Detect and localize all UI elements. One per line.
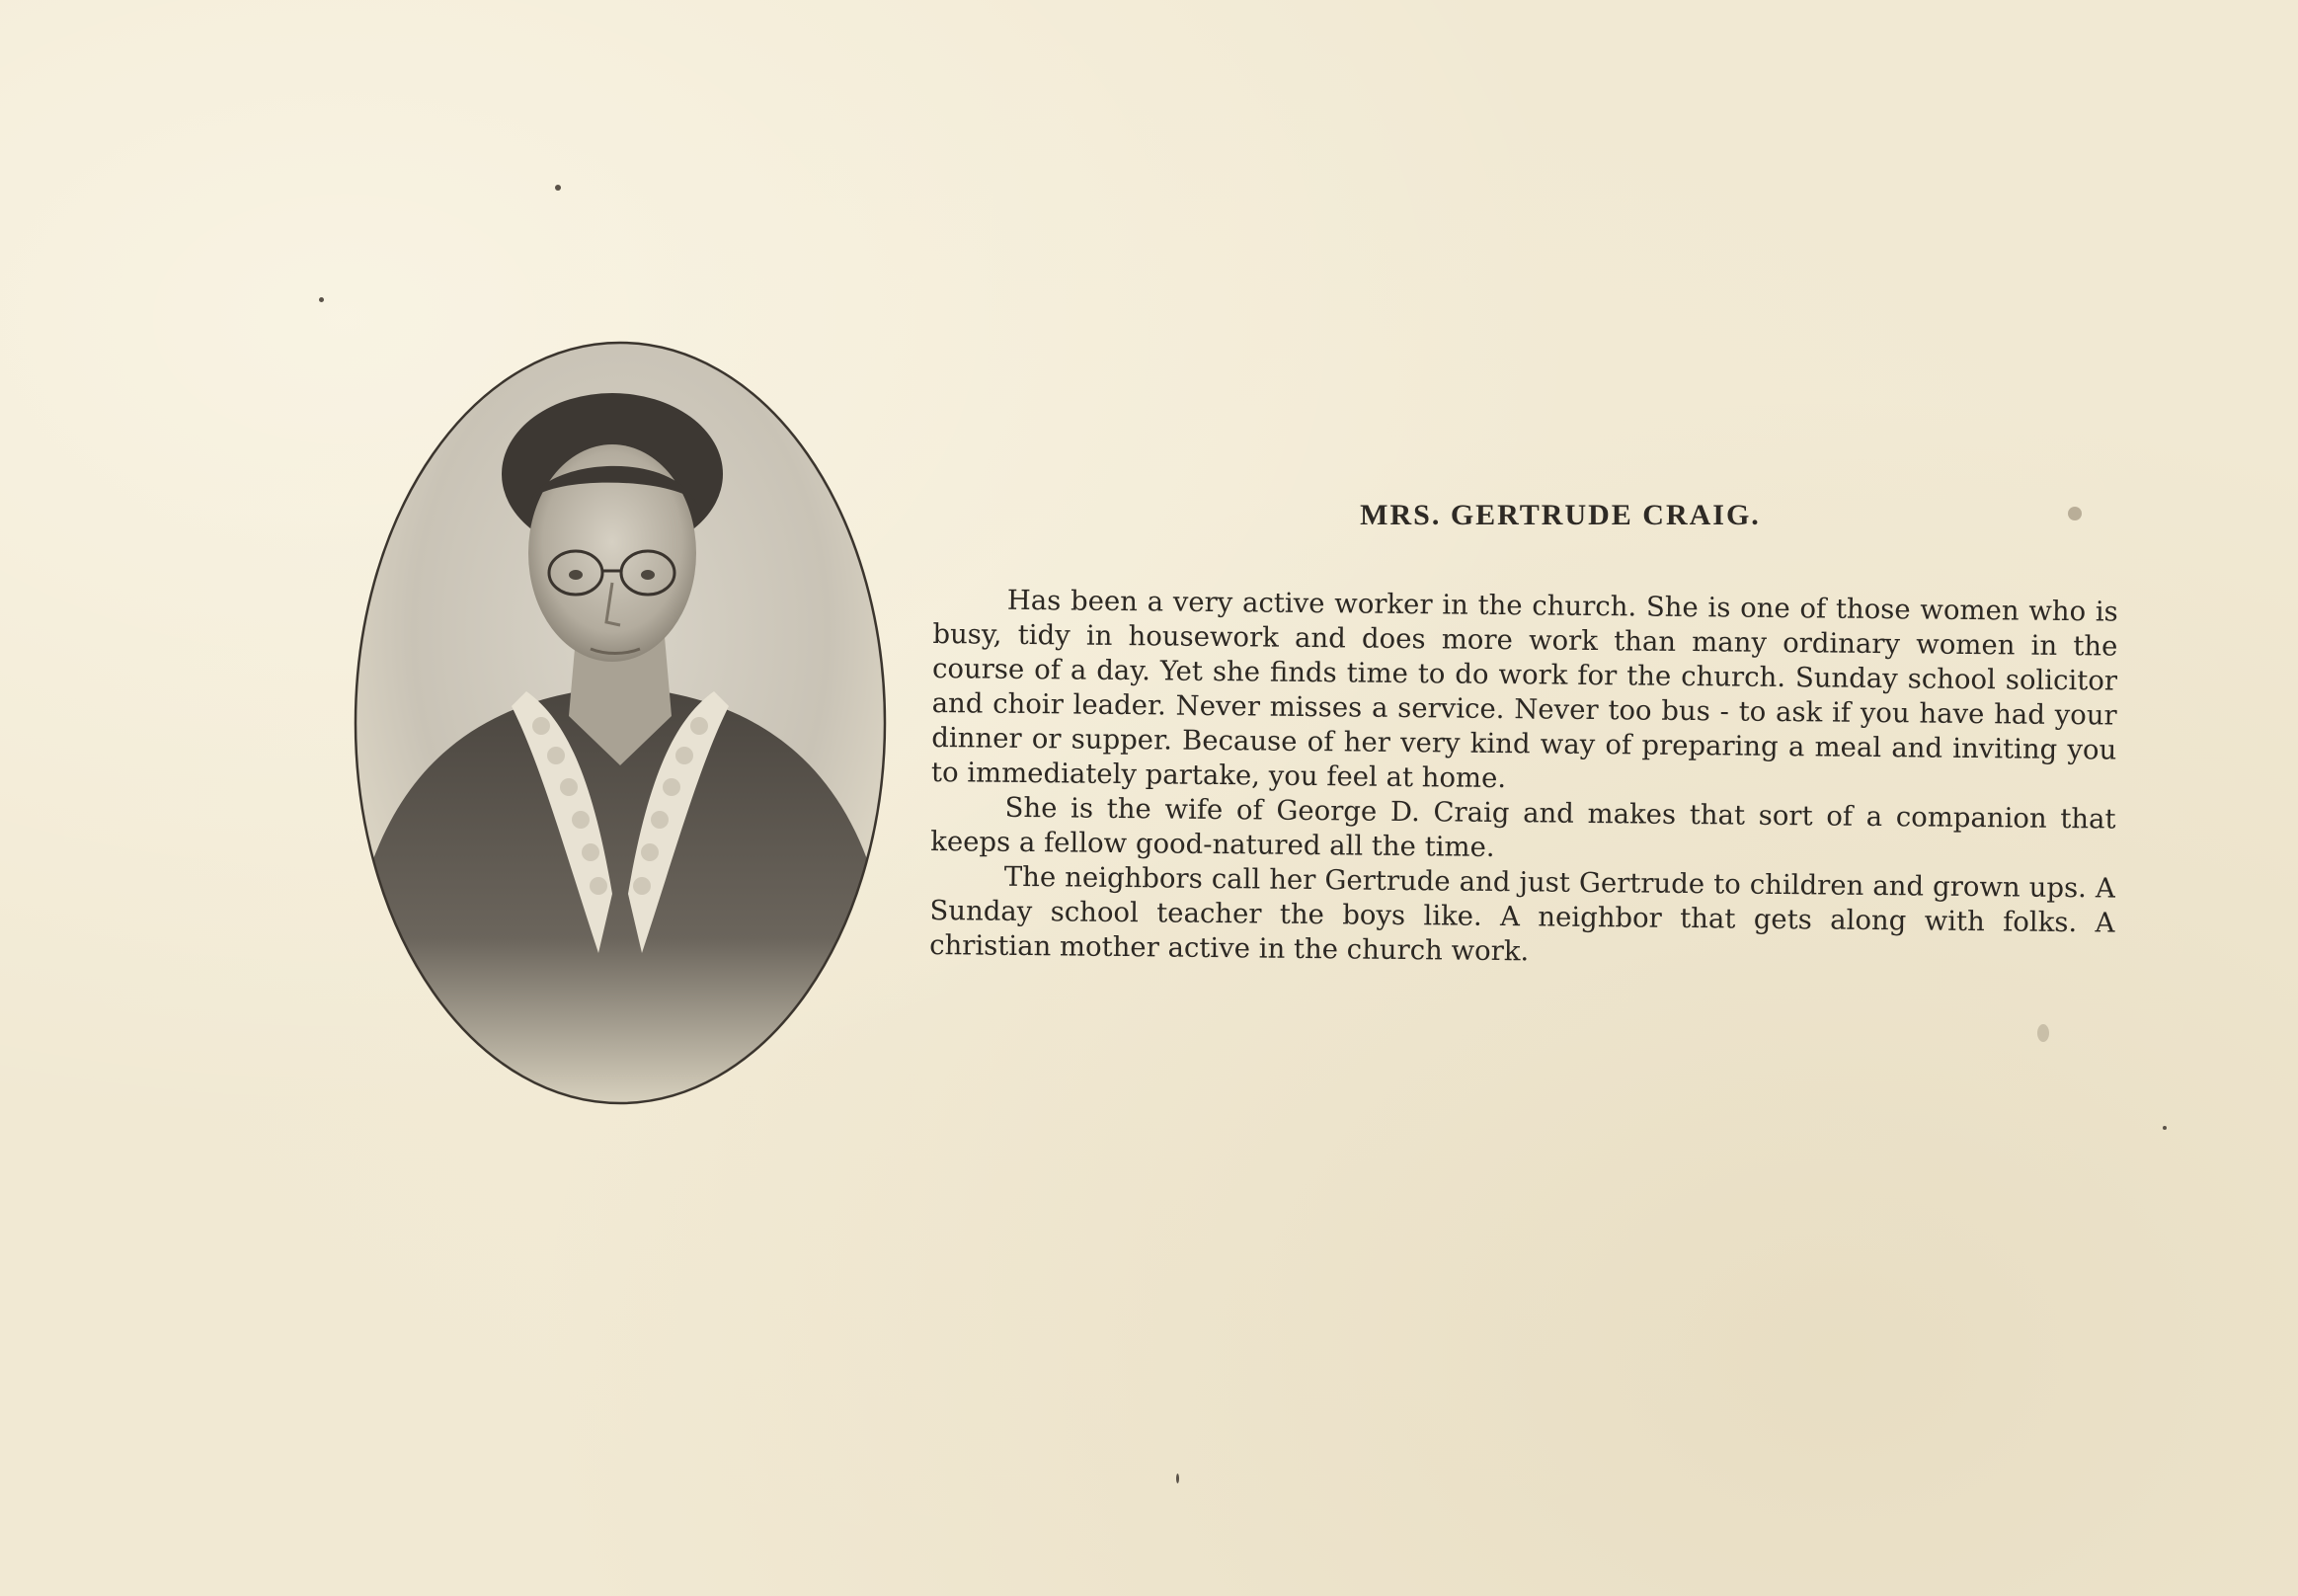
paper-speck [2163,1126,2167,1130]
biography-paragraph: She is the wife of George D. Craig and makes that sort of a companion that keeps a fellow good-natured all the time. [930,791,2116,863]
oval-portrait-photo [354,341,887,1106]
profile-title: MRS. GERTRUDE CRAIG. [1360,499,1761,531]
paper-speck [319,297,324,302]
paper-speck [1176,1474,1179,1483]
paper-speck [2068,507,2082,520]
paper-speck [2037,1024,2049,1042]
biography-paragraph: The neighbors call her Gertrude and just Gertrude to children and grown ups. A Sunday school teacher the boys like. A neighbor that gets along with folks. A christian mother active in the church work. [928,860,2115,968]
profile-biography [929,583,2118,976]
paper-speck [555,185,561,191]
biography-paragraph: Has been a very active worker in the church. She is one of those women who is busy, tidy in housework and does more work than many ordinary women in the course of a day. Yet she finds time to do work for the church. Sunday school solicitor and choir leader. Never misses a service. Never too bus - to ask if you have had your dinner or supper. Because of her very kind way of preparing a meal and inviting you to immediately partake, you feel at home. [930,584,2118,795]
